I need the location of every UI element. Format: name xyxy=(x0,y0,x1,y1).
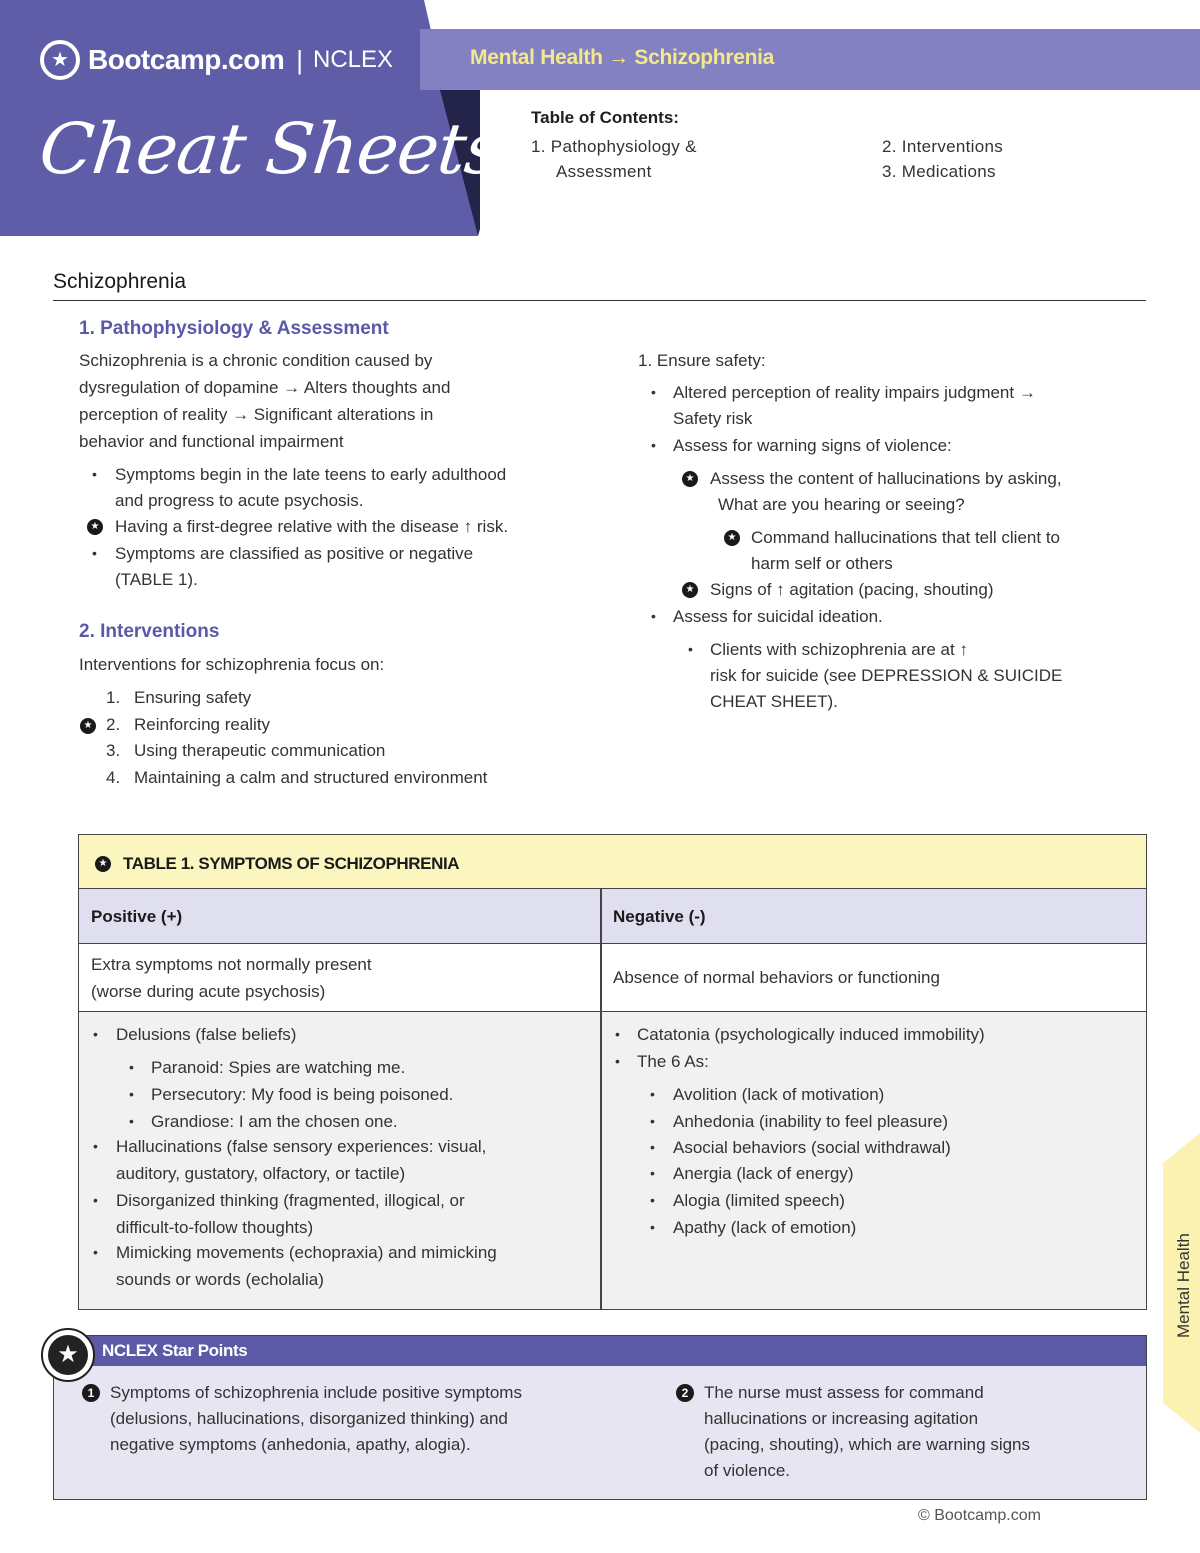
brand-name: Bootcamp.com xyxy=(88,44,285,75)
star-points-header xyxy=(54,1336,1146,1366)
neg-line: Catatonia (psychologically induced immobility) xyxy=(637,1025,985,1044)
bullet-icon: • xyxy=(93,1192,98,1208)
s1-bullet-1a: Symptoms begin in the late teens to early adulthood xyxy=(115,465,507,484)
toc-item-medications[interactable]: 3. Medications xyxy=(882,162,996,181)
list-number: 4. xyxy=(106,768,121,787)
neg-line: The 6 As: xyxy=(637,1052,709,1071)
list-number: 3. xyxy=(106,741,121,760)
bullet-icon: • xyxy=(650,1192,655,1208)
s1-para-line-4: behavior and functional impairment xyxy=(79,432,344,451)
brand-separator: | xyxy=(296,44,304,75)
pos-desc-2: (worse during acute psychosis) xyxy=(91,982,326,1001)
title-divider xyxy=(53,300,1146,301)
section-2-heading: 2. Interventions xyxy=(79,621,220,642)
col-header-negative-label: Negative (-) xyxy=(613,907,706,926)
pos-line: Delusions (false beliefs) xyxy=(116,1025,297,1044)
sp1-line-2: (delusions, hallucinations, disorganized thinking) and xyxy=(110,1409,508,1428)
neg-line: Apathy (lack of emotion) xyxy=(673,1218,857,1237)
star-icon: ★ xyxy=(682,582,698,598)
bullet-icon: • xyxy=(615,1026,620,1042)
s2-item-3: Using therapeutic communication xyxy=(134,741,386,760)
sp2-line-2: hallucinations or increasing agitation xyxy=(704,1409,979,1428)
rc-line-5: Assess the content of hallucinations by asking, xyxy=(710,469,1062,488)
bullet-icon: • xyxy=(129,1113,134,1129)
toc-item-interventions[interactable]: 2. Interventions xyxy=(882,137,1004,156)
pos-line: Disorganized thinking (fragmented, illogical, or xyxy=(116,1191,465,1210)
star-icon: ★ xyxy=(682,471,698,487)
bullet-icon: • xyxy=(650,1086,655,1102)
cheat-sheets-title: Cheat Sheets xyxy=(35,108,505,190)
star-logo-icon: ★ xyxy=(40,40,80,80)
s1-bullet-3b: (TABLE 1). xyxy=(115,570,198,589)
pos-line: Hallucinations (false sensory experiences: visual, xyxy=(116,1137,487,1156)
rc-line-9: Signs of ↑ agitation (pacing, shouting) xyxy=(710,580,994,599)
toc-item-pathophysiology[interactable]: 1. Pathophysiology & xyxy=(531,137,697,156)
bullet-icon: • xyxy=(93,1138,98,1154)
bullet-icon: • xyxy=(650,1165,655,1181)
bullet-icon: • xyxy=(92,545,97,561)
neg-line: Anergia (lack of energy) xyxy=(673,1164,854,1183)
star-points-box xyxy=(53,1335,1147,1500)
table-row xyxy=(79,1012,1146,1309)
neg-line: Asocial behaviors (social withdrawal) xyxy=(673,1138,951,1157)
star-icon: ★ xyxy=(87,519,103,535)
bullet-icon: • xyxy=(650,1139,655,1155)
pos-line: sounds or words (echolalia) xyxy=(116,1270,324,1289)
list-number: 1. xyxy=(106,688,121,707)
sp2-line-1: The nurse must assess for command xyxy=(704,1383,984,1402)
number-1-icon: 1 xyxy=(82,1384,100,1402)
s1-bullet-3a: Symptoms are classified as positive or negative xyxy=(115,544,474,563)
bullet-icon: • xyxy=(92,466,97,482)
pos-line: Grandiose: I am the chosen one. xyxy=(151,1112,398,1131)
s2-item-2: Reinforcing reality xyxy=(134,715,271,734)
bullet-icon: • xyxy=(93,1026,98,1042)
pos-line: auditory, gustatory, olfactory, or tactile) xyxy=(116,1164,406,1183)
toc-item-assessment[interactable]: Assessment xyxy=(556,162,652,181)
brand-logo[interactable] xyxy=(40,40,393,80)
s1-bullet-2: Having a first-degree relative with the disease ↑ risk. xyxy=(115,517,509,536)
sp2-line-4: of violence. xyxy=(704,1461,790,1480)
col-header-positive-label: Positive (+) xyxy=(91,907,183,926)
exam-name: NCLEX xyxy=(313,46,394,73)
pos-desc-1: Extra symptoms not normally present xyxy=(91,955,372,974)
rc-line-2: Altered perception of reality impairs judgment → xyxy=(673,383,1036,402)
number-2-icon: 2 xyxy=(676,1384,694,1402)
neg-line: Alogia (limited speech) xyxy=(673,1191,845,1210)
bullet-icon: • xyxy=(129,1059,134,1075)
symptoms-table xyxy=(78,834,1147,1310)
star-points-title: NCLEX Star Points xyxy=(102,1341,248,1360)
bullet-icon: • xyxy=(651,384,656,400)
bullet-icon: • xyxy=(651,608,656,624)
pos-line: Paranoid: Spies are watching me. xyxy=(151,1058,406,1077)
rc-line-11: Clients with schizophrenia are at ↑ xyxy=(710,640,968,659)
s2-intro: Interventions for schizophrenia focus on: xyxy=(79,655,385,674)
s1-para-line-1: Schizophrenia is a chronic condition caused by xyxy=(79,351,433,370)
rc-ensure-safety: 1. Ensure safety: xyxy=(638,351,766,370)
pos-line: Mimicking movements (echopraxia) and mimicking xyxy=(116,1243,497,1262)
sp1-line-3: negative symptoms (anhedonia, apathy, alogia). xyxy=(110,1435,471,1454)
bullet-icon: • xyxy=(688,641,693,657)
bullet-icon: • xyxy=(650,1113,655,1129)
list-number: 2. xyxy=(106,715,121,734)
s2-item-1: Ensuring safety xyxy=(134,688,252,707)
breadcrumb[interactable]: Mental Health → Schizophrenia xyxy=(470,46,775,69)
table-column-divider xyxy=(600,889,602,1310)
table-header xyxy=(79,835,1146,889)
table-row xyxy=(79,944,1146,1012)
col-header-positive xyxy=(79,889,600,944)
s1-para-line-2: dysregulation of dopamine → Alters thoughts and xyxy=(79,378,451,397)
rc-line-12[interactable]: risk for suicide (see DEPRESSION & SUICIDE xyxy=(710,666,1063,685)
pos-line: difficult-to-follow thoughts) xyxy=(116,1218,314,1237)
rc-line-8: harm self or others xyxy=(751,554,893,573)
s1-bullet-1b: and progress to acute psychosis. xyxy=(115,491,364,510)
sp1-line-1: Symptoms of schizophrenia include positive symptoms xyxy=(110,1383,522,1402)
bullet-icon: • xyxy=(93,1244,98,1260)
rc-line-4: Assess for warning signs of violence: xyxy=(673,436,952,455)
toc-title: Table of Contents: xyxy=(531,108,679,127)
star-icon: ★ xyxy=(724,530,740,546)
bullet-icon: • xyxy=(615,1053,620,1069)
neg-desc: Absence of normal behaviors or functioning xyxy=(613,968,940,987)
pos-line: Persecutory: My food is being poisoned. xyxy=(151,1085,454,1104)
rc-line-6: What are you hearing or seeing? xyxy=(718,495,965,514)
page-title: Schizophrenia xyxy=(53,270,187,293)
neg-line: Anhedonia (inability to feel pleasure) xyxy=(673,1112,949,1131)
rc-line-7: Command hallucinations that tell client to xyxy=(751,528,1060,547)
bullet-icon: • xyxy=(650,1219,655,1235)
bullet-icon: • xyxy=(129,1086,134,1102)
side-tab-label: Mental Health xyxy=(1174,1233,1193,1338)
table-title: TABLE 1. SYMPTOMS OF SCHIZOPHRENIA xyxy=(123,854,460,873)
star-icon: ★ xyxy=(80,718,96,734)
rc-line-3: Safety risk xyxy=(673,409,753,428)
star-icon: ★ xyxy=(95,856,111,872)
s2-item-4: Maintaining a calm and structured environment xyxy=(134,768,488,787)
section-1-heading: 1. Pathophysiology & Assessment xyxy=(79,318,389,339)
star-badge-icon: ★ xyxy=(41,1328,95,1382)
rc-line-10: Assess for suicidal ideation. xyxy=(673,607,883,626)
col-header-negative xyxy=(601,889,1146,944)
rc-line-13[interactable]: CHEAT SHEET). xyxy=(710,692,838,711)
sp2-line-3: (pacing, shouting), which are warning signs xyxy=(704,1435,1031,1454)
footer-copyright: © Bootcamp.com xyxy=(918,1507,1041,1524)
neg-line: Avolition (lack of motivation) xyxy=(673,1085,885,1104)
bullet-icon: • xyxy=(651,437,656,453)
s1-para-line-3: perception of reality → Significant alterations in xyxy=(79,405,434,424)
